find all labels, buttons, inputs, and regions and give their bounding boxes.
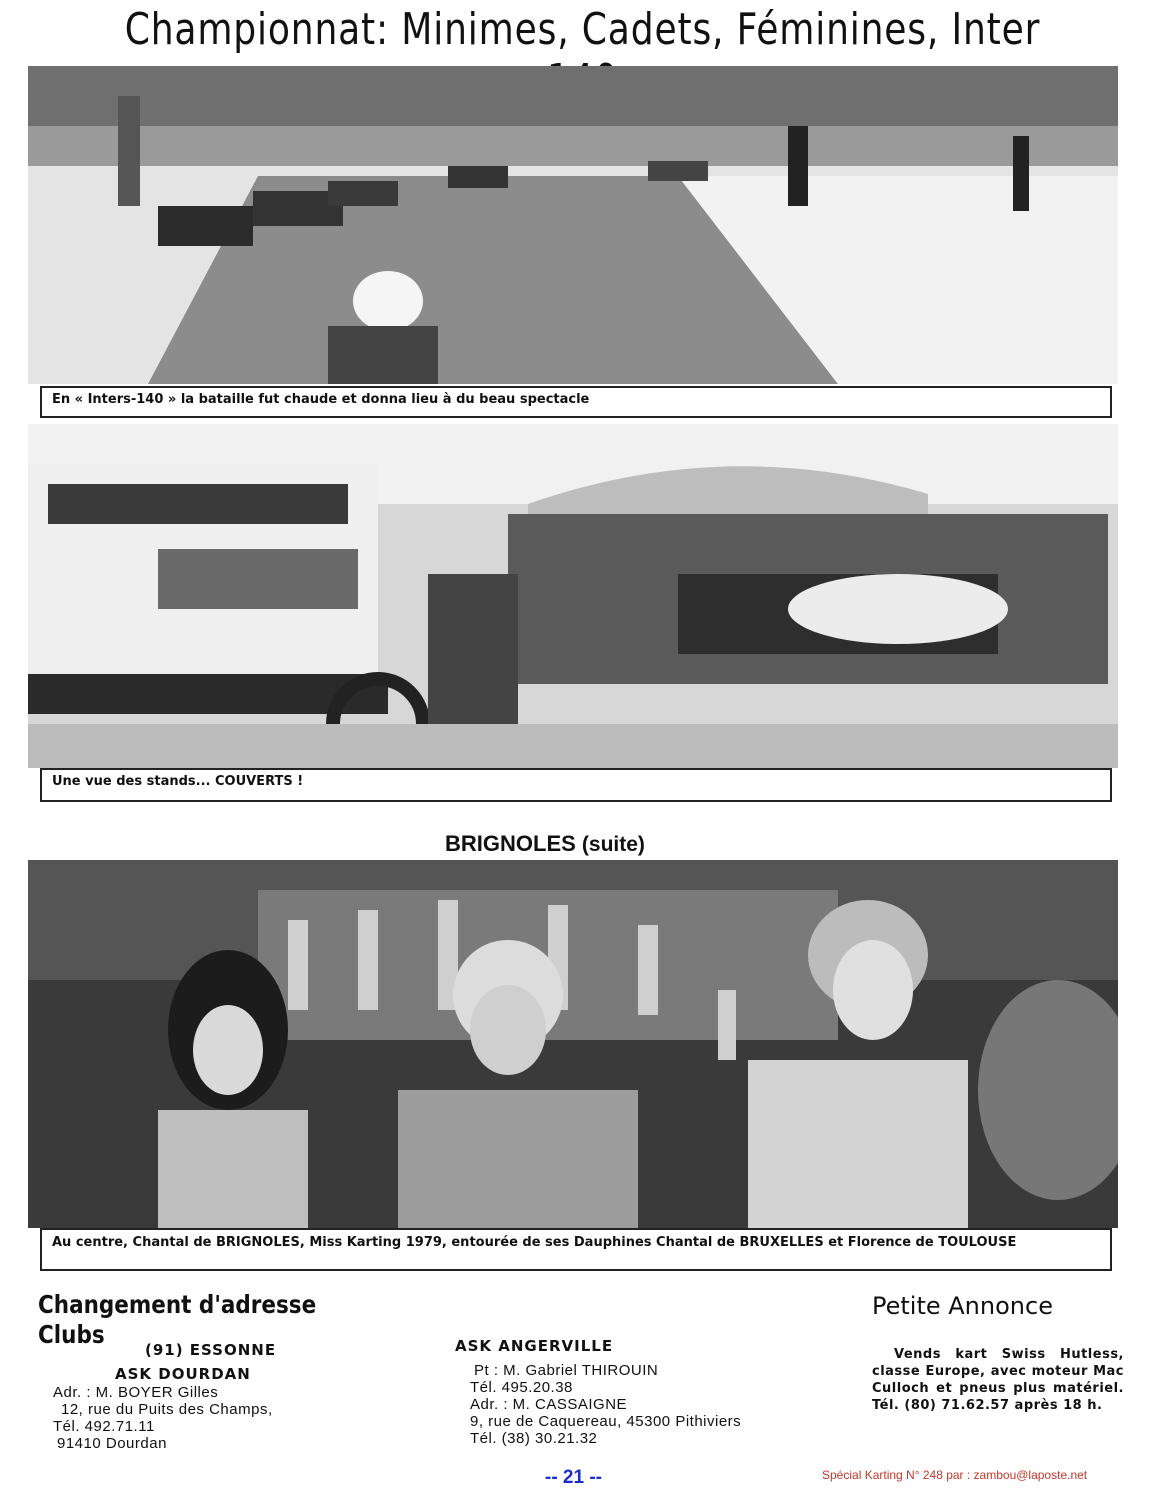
club1-name: ASK DOURDAN <box>115 1365 251 1383</box>
clubs-heading-line2: Clubs <box>38 1320 105 1349</box>
photo-miss-karting-caption: Au centre, Chantal de BRIGNOLES, Miss Karting 1979, entourée de ses Dauphines Chantal de BRUXELLES et Florence de TOULOUSE <box>40 1228 1112 1271</box>
section-heading-suffix: (suite) <box>581 833 645 856</box>
photo-miss-karting <box>28 860 1118 1228</box>
footer-credit: Spécial Karting N° 248 par : zambou@laposte.net <box>822 1468 1088 1482</box>
club2-line: Pt : M. Gabriel THIROUIN <box>474 1362 659 1379</box>
clubs-heading-line1: Changement d'adresse <box>38 1290 317 1319</box>
page-number: -- 21 -- <box>545 1467 602 1488</box>
ad-title: Petite Annonce <box>872 1292 1053 1320</box>
club2-line: Tél. 495.20.38 <box>470 1379 573 1396</box>
club1-line: Adr. : M. BOYER Gilles <box>53 1384 219 1401</box>
photo-race-caption: En « Inters-140 » la bataille fut chaude et donna lieu à du beau spectacle <box>40 386 1112 418</box>
club2-line: Tél. (38) 30.21.32 <box>470 1430 598 1447</box>
section-heading <box>445 831 645 857</box>
club1-line: 12, rue du Puits des Champs, <box>61 1401 273 1418</box>
page-title: Championnat: Minimes, Cadets, Féminines, Inter <box>124 4 1041 55</box>
club2-address <box>470 1362 741 1447</box>
club1-address <box>53 1384 273 1452</box>
clubs-department: (91) ESSONNE <box>145 1341 277 1359</box>
photo-race <box>28 66 1118 384</box>
photo-stands <box>28 424 1118 768</box>
ad-body: Vends kart Swiss Hutless, classe Europe, avec moteur Mac Culloch et pneus plus matériel. Tél. (80) 71.62.57 après 18 h. <box>872 1347 1124 1413</box>
club2-line: 9, rue de Caquereau, 45300 Pithiviers <box>470 1413 742 1430</box>
club1-line: Tél. 492.71.11 <box>53 1418 155 1435</box>
section-heading-main: BRIGNOLES <box>445 831 576 856</box>
club2-line: Adr. : M. CASSAIGNE <box>470 1396 628 1413</box>
club1-line: 91410 Dourdan <box>57 1435 167 1452</box>
club2-name: ASK ANGERVILLE <box>455 1337 614 1355</box>
photo-stands-caption: Une vue des stands... COUVERTS ! <box>40 768 1112 802</box>
